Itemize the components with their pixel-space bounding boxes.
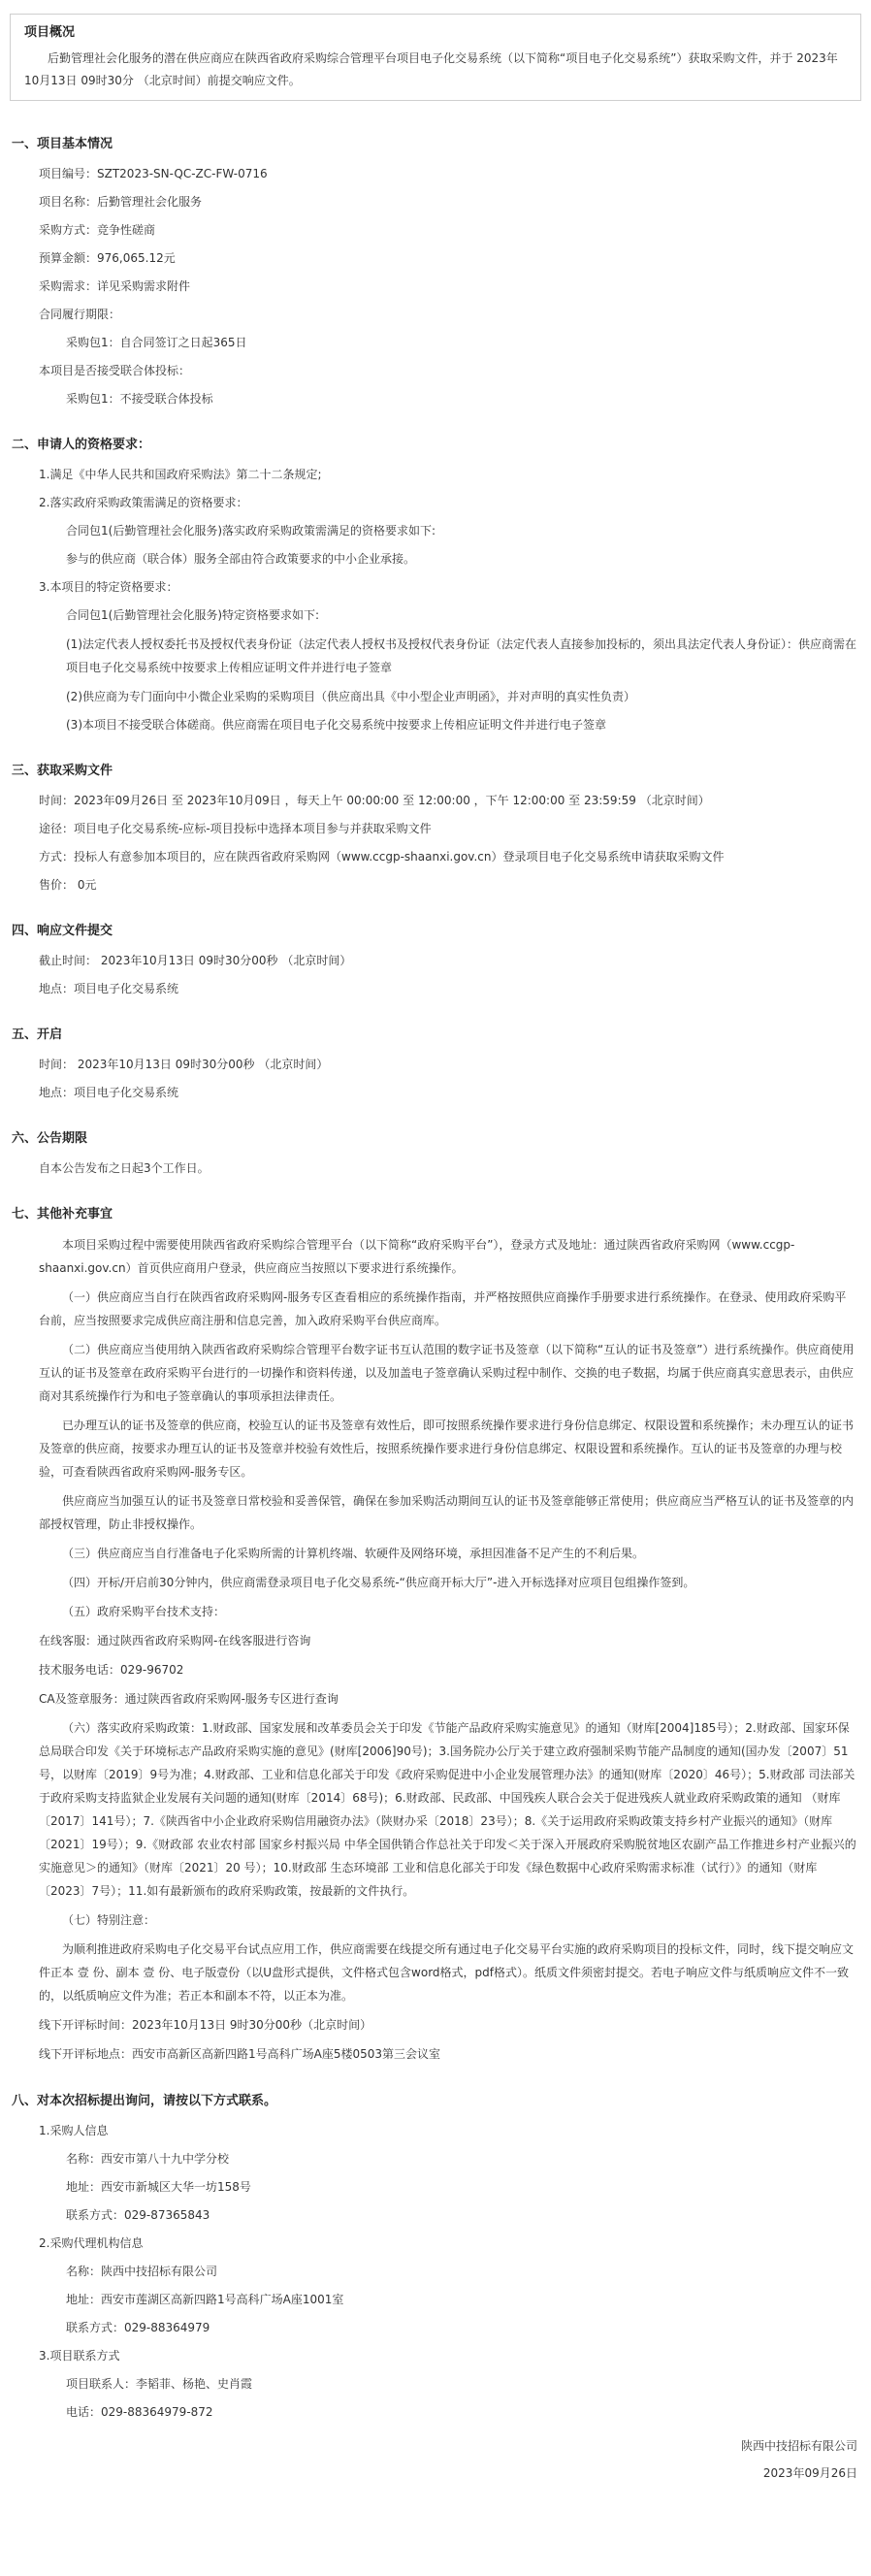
qualification-item: 合同包1(后勤管理社会化服务)落实政府采购政策需满足的资格要求如下: [66,524,436,538]
section-title-contact: 八、对本次招标提出询问，请按以下方式联系。 [12,2094,277,2108]
special-notice-title: （七）特别注意： [62,1913,156,1927]
other-paragraph: （一）供应商应当自行在陕西省政府采购网-服务专区查看相应的系统操作指南，并严格按照供应商操作手册要求进行系统操作。在登录、使用政府采购平台前，应当按照要求完成供应商注册和信息完善，加入政府采购平台供应商库。 [39,1290,847,1327]
submission-location: 地点：项目电子化交易系统 [39,982,179,995]
agency-address: 地址：西安市莲湖区高新四路1号高科广场A座1001室 [66,2293,344,2306]
purchaser-name: 名称：西安市第八十九中学分校 [66,2152,230,2166]
qualification-item: (2)供应商为专门面向中小微企业采购的采购项目（供应商出具《中小型企业声明函》，并对声明的真实性负责） [66,690,636,703]
qualification-item: 合同包1(后勤管理社会化服务)特定资格要求如下: [66,608,320,622]
procurement-requirement: 采购需求：详见采购需求附件 [39,279,191,293]
section-title-opening: 五、开启 [12,1027,63,1042]
obtain-method: 方式：投标人有意参加本项目的，应在陕西省政府采购网（www.ccgp-shaanxi.gov.cn）登录项目电子化交易系统申请获取采购文件 [39,850,725,864]
project-number: 项目编号：SZT2023-SN-QC-ZC-FW-0716 [39,167,268,180]
other-paragraph: （二）供应商应当使用纳入陕西省政府采购综合管理平台数字证书互认范围的数字证书及签章（以下简称“互认的证书及签章”）进行系统操作。供应商使用互认的证书及签章在政府采购平台进行的一切操作和资料传递，以及加盖电子签章确认采购过程中制作、交换的电子数据，均属于供应商真实意思表示，由供应商对其系统操作行为和电子签章确认的事项承担法律责任。 [39,1343,855,1403]
procurement-method: 采购方式：竞争性磋商 [39,223,156,237]
tech-support-online: 在线客服：通过陕西省政府采购网-在线客服进行咨询 [39,1634,311,1647]
other-paragraph: （三）供应商应当自行准备电子化采购所需的计算机终端、软硬件及网络环境，承担因准备不足产生的不利后果。 [62,1547,645,1560]
section-title-basic-info: 一、项目基本情况 [12,137,113,151]
project-name: 项目名称：后勤管理社会化服务 [39,195,203,209]
agency-title: 2.采购代理机构信息 [39,2236,144,2250]
other-paragraph: 供应商应当加强互认的证书及签章日常校验和妥善保管，确保在参加采购活动期间互认的证书及签章能够正常使用；供应商应当严格互认的证书及签章的内部授权管理，防止非授权操作。 [39,1494,855,1531]
overview-text: 后勤管理社会化服务的潜在供应商应在陕西省政府采购综合管理平台项目电子化交易系统（以下简称“项目电子化交易系统”）获取采购文件，并于 2023年10月13日 09时30分 （北京时间）前提交响应文件。 [24,51,838,87]
opening-location: 地点：项目电子化交易系统 [39,1086,179,1099]
opening-time: 时间： 2023年10月13日 09时30分00秒 （北京时间） [39,1058,329,1071]
section-title-qualifications: 二、申请人的资格要求： [12,438,151,452]
other-paragraph: （五）政府采购平台技术支持： [62,1605,226,1618]
other-paragraph: 已办理互认的证书及签章的供应商，校验互认的证书及签章有效性后，即可按照系统操作要求进行身份信息绑定、权限设置和系统操作；未办理互认的证书及签章的供应商，按要求办理互认的证书及签章并校验有效性后，按照系统操作要求进行身份信息绑定、权限设置和系统操作。互认的证书及签章的办理与校验，可查看陕西省政府采购网-服务专区。 [39,1418,855,1479]
purchaser-title: 1.采购人信息 [39,2124,109,2137]
section-title-other-matters: 七、其他补充事宜 [12,1207,113,1222]
overview-title: 项目概况 [24,25,76,40]
agency-name: 名称：陕西中技招标有限公司 [66,2265,218,2278]
other-paragraph: （四）开标/开启前30分钟内，供应商需登录项目电子化交易系统-“供应商开标大厅”-进入开标选择对应项目包组操作签到。 [62,1576,695,1589]
qualification-item: 2.落实政府采购政策需满足的资格要求： [39,496,248,509]
tech-support-phone: 技术服务电话：029-96702 [39,1663,184,1677]
purchaser-phone: 联系方式：029-87365843 [66,2208,210,2222]
qualification-item: (3)本项目不接受联合体磋商。供应商需在项目电子化交易系统中按要求上传相应证明文件并进行电子签章 [66,718,607,732]
footer-date: 2023年09月26日 [762,2466,857,2480]
policy-paragraph: （六）落实政府采购政策：1.财政部、国家发展和改革委员会关于印发《节能产品政府采购实施意见》的通知（财库[2004]185号）；2.财政部、国家环保总局联合印发《关于环境标志产品政府采购实施的意见》(财库[2006]90号)；3.国务院办公厅关于建立政府强制采购节能产品制度的通知(国办发〔2007〕51号，以财库〔2019〕9号为准；4.财政部、工业和信息化部关于印发《政府采购促进中小企业发展管理办法》的通知(财库〔2020〕46号）；5.财政部 司法部关于政府采购支持监狱企业发展有关问题的通知(财库〔2014〕68号)；6.财政部、民政部、中国残疾人联合会关于促进残疾人就业政府采购政策的通知 （财库〔2017〕141号）；7.《陕西省中小企业政府采购信用融资办法》（陕财办采〔2018〕23号）；8.《关于运用政府采购政策支持乡村产业振兴的通知》（财库〔2021〕19号）；9.《财政部 农业农村部 国家乡村振兴局 中华全国供销合作总社关于印发＜关于深入开展政府采购脱贫地区农副产品工作推进乡村产业振兴的实施意见＞的通知》（财库〔2021〕20 号）；10.财政部 生态环境部 工业和信息化部关于印发《绿色数据中心政府采购需求标准（试行）》的通知（财库〔2023〕7号）；11.如有最新颁布的政府采购政策，按最新的文件执行。 [39,1721,856,1898]
footer-organization: 陕西中技招标有限公司 [740,2439,857,2453]
qualification-item: 1.满足《中华人民共和国政府采购法》第二十二条规定; [39,468,322,481]
offline-opening-location: 线下开评标地点：西安市高新区高新四路1号高科广场A座5楼0503第三会议室 [39,2047,441,2061]
contract-period-label: 合同履行期限： [39,308,121,321]
qualification-item: 3.本项目的特定资格要求： [39,580,178,594]
qualification-item: (1)法定代表人授权委托书及授权代表身份证（法定代表人授权书及授权代表身份证（法定代表人直接参加投标的，须出具法定代表人身份证）：供应商需在项目电子化交易系统中按要求上传相应证明文件并进行电子签章 [66,637,857,674]
section-title-notice-period: 六、公告期限 [12,1131,88,1146]
obtain-route: 途径：项目电子化交易系统-应标-项目投标中选择本项目参与并获取采购文件 [39,822,432,835]
special-notice-text: 为顺利推进政府采购电子化交易平台试点应用工作，供应商需要在线提交所有通过电子化交易平台实施的政府采购项目的投标文件，同时，线下提交响应文件正本 壹 份、副本 壹 份、电子版壹份（以U盘形式提供，文件格式包含word格式，pdf格式）。纸质文件须密封提交。若电子响应文件与纸质响应文件不一致的，以纸质响应文件为准；若正本和副本不符，以正本为准。 [39,1942,855,2003]
project-contact-phone: 电话：029-88364979-872 [66,2405,213,2419]
notice-period-text: 自本公告发布之日起3个工作日。 [39,1161,210,1175]
obtain-time: 时间：2023年09月26日 至 2023年10月09日 ，每天上午 00:00:00 至 12:00:00 ，下午 12:00:00 至 23:59:59 （北京时间） [39,794,710,807]
qualification-item: 参与的供应商（联合体）服务全部由符合政策要求的中小企业承接。 [66,552,416,566]
tech-support-ca: CA及签章服务：通过陕西省政府采购网-服务专区进行查询 [39,1692,339,1706]
section-title-obtain-documents: 三、获取采购文件 [12,764,113,778]
submission-deadline: 截止时间： 2023年10月13日 09时30分00秒 （北京时间） [39,954,352,967]
overview-box [10,14,861,101]
consortium-package1: 采购包1：不接受联合体投标 [66,392,213,406]
footer [10,2432,861,2487]
obtain-price: 售价： 0元 [39,878,97,892]
project-contact-people: 项目联系人：李韬菲、杨艳、史肖霞 [66,2377,253,2391]
purchaser-address: 地址：西安市新城区大华一坊158号 [66,2180,251,2194]
offline-opening-time: 线下开评标时间：2023年10月13日 9时30分00秒（北京时间） [39,2018,372,2032]
contract-period-package1: 采购包1：自合同签订之日起365日 [66,336,247,349]
consortium-label: 本项目是否接受联合体投标： [39,364,191,377]
section-title-submission: 四、响应文件提交 [12,924,113,938]
other-paragraph: 本项目采购过程中需要使用陕西省政府采购综合管理平台（以下简称“政府采购平台”），登录方式及地址：通过陕西省政府采购网（www.ccgp-shaanxi.gov.cn）首页供应商用户登录，供应商应当按照以下要求进行系统操作。 [39,1238,795,1275]
budget-amount: 预算金额：976,065.12元 [39,251,176,265]
agency-phone: 联系方式：029-88364979 [66,2321,210,2334]
project-contact-title: 3.项目联系方式 [39,2349,120,2363]
